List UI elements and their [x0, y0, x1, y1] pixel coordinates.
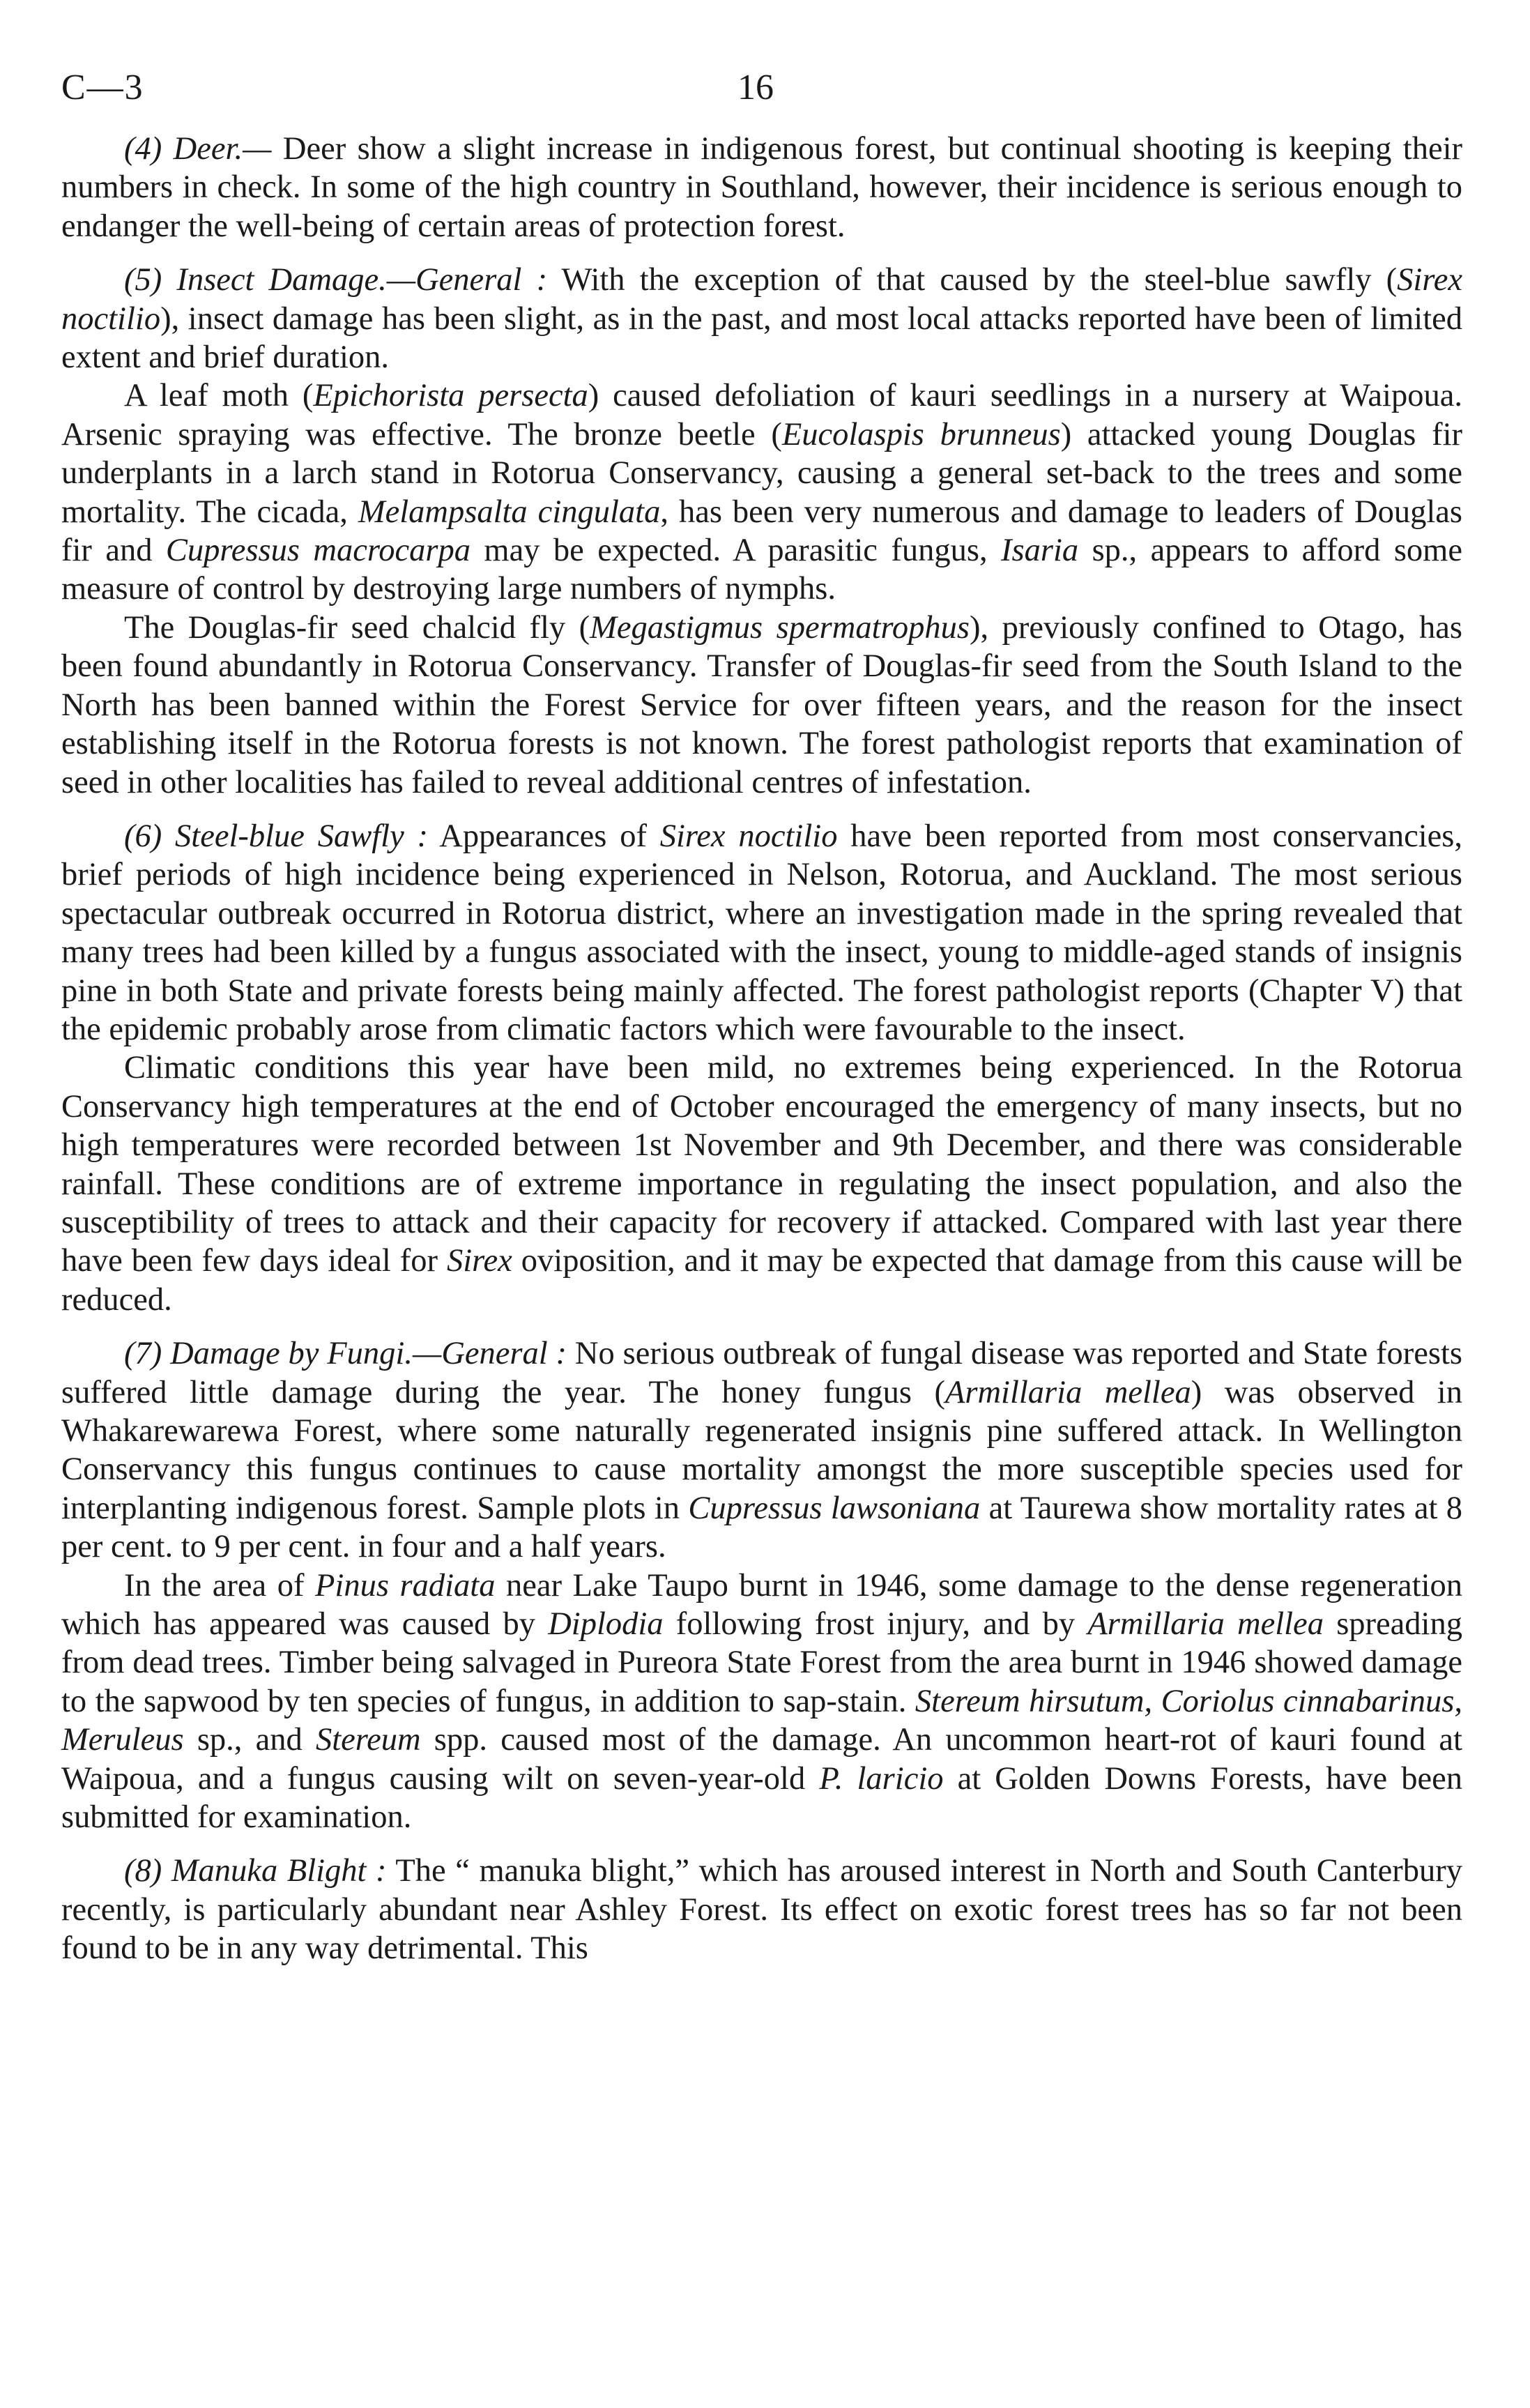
section-heading: (5) Insect Damage.—General :	[124, 262, 548, 298]
section-heading: (4) Deer.—	[124, 131, 272, 167]
species-name: Melampsalta cingulata	[358, 494, 661, 530]
paragraph-leaf-moth: A leaf moth (Epichorista persecta) caused defoliation of kauri seedlings in a nursery at Waipoua. Arsenic spraying was effective. The bronze beetle (Eucolaspis brunneus) attacked young Douglas fir underplants in a larch stand in Rotorua Conservancy, causing a general set-back to the trees and some mortality. The cicada, Melampsalta cingulata, has been very numerous and damage to leaders of Douglas fir and Cupressus macrocarpa may be expected. A parasitic fungus, Isaria sp., appears to afford some measure of control by destroying large numbers of nymphs.	[61, 378, 1462, 607]
section-heading: (6) Steel-blue Sawfly :	[124, 818, 429, 854]
page-header	[61, 67, 1462, 130]
paragraph-pinus-radiata: In the area of Pinus radiata near Lake Taupo burnt in 1946, some damage to the dense regeneration which has appeared was caused by Diplodia following frost injury, and by Armillaria mellea spreading from dead trees. Timber being salvaged in Pureora State Forest from the area burnt in 1946 showed damage to the sapwood by ten species of fungus, in addition to sap-stain. Stereum hirsutum, Coriolus cinnabarinus, Meruleus sp., and Stereum spp. caused most of the damage. An uncommon heart-rot of kauri found at Waipoua, and a fungus causing wilt on seven-year-old P. laricio at Golden Downs Forests, have been submitted for examination.	[61, 1567, 1462, 1836]
document-reference: C—3	[61, 68, 144, 107]
species-name: Sirex noctilio	[659, 818, 838, 854]
species-name: Stereum hirsutum, Coriolus cinnabarinus, Meruleus	[61, 1683, 1462, 1758]
species-name: Armillaria mellea	[1087, 1606, 1324, 1643]
species-name: Armillaria mellea	[944, 1374, 1191, 1410]
document-page	[61, 67, 1462, 1968]
species-name: Sirex	[446, 1243, 512, 1279]
species-name: Epichorista persecta	[313, 378, 588, 414]
species-name: Megastigmus spermatrophus	[590, 609, 970, 646]
section-damage-by-fungi: (7) Damage by Fungi.—General : No serious outbreak of fungal disease was reported and State forests suffered little damage during the year. The honey fungus (Armillaria mellea) was observed in Whakarewarewa Forest, where some naturally regenerated insignis pine suffered attack. In Wellington Conservancy this fungus continues to cause mortality amongst the more susceptible species used for interplanting indigenous forest. Sample plots in Cupressus lawsoniana at Taurewa show mortality rates at 8 per cent. to 9 per cent. in four and a half years.	[61, 1336, 1463, 1565]
document-body	[61, 130, 1462, 1968]
section-deer: (4) Deer.— Deer show a slight increase in indigenous forest, but continual shooting is keeping their numbers in check. In some of the high country in Southland, however, their incidence is serious enough to endanger the well-being of certain areas of protection forest.	[61, 131, 1463, 244]
paragraph-climatic-conditions: Climatic conditions this year have been mild, no extremes being experienced. In the Rotorua Conservancy high temperatures at the end of October encouraged the emergency of many insects, but no high temperatures were recorded between 1st November and 9th December, and there was considerable rainfall. These conditions are of extreme importance in regulating the insect population, and also the susceptibility of trees to attack and their capacity for recovery if attacked. Compared with last year there have been few days ideal for Sirex oviposition, and it may be expected that damage from this cause will be reduced.	[61, 1050, 1462, 1318]
section-heading: (8) Manuka Blight :	[124, 1853, 387, 1889]
section-insect-damage: (5) Insect Damage.—General : With the exception of that caused by the steel-blue sawfly (Sirex noctilio), insect damage has been slight, as in the past, and most local attacks reported have been of limited extent and brief duration.	[61, 262, 1462, 376]
page-number: 16	[737, 68, 774, 107]
species-name: P. laricio	[819, 1760, 944, 1797]
species-name: Sirex noctilio	[61, 262, 1462, 337]
paragraph-seed-chalcid: The Douglas-fir seed chalcid fly (Megastigmus spermatrophus), previously confined to Otago, has been found abundantly in Rotorua Conservancy. Transfer of Douglas-fir seed from the South Island to the North has been banned within the Forest Service for over fifteen years, and the reason for the insect establishing itself in the Rotorua forests is not known. The forest pathologist reports that examination of seed in other localities has failed to reveal additional centres of infestation.	[61, 609, 1462, 800]
species-name: Isaria	[1001, 533, 1079, 569]
species-name: Eucolaspis brunneus	[781, 416, 1061, 452]
species-name: Diplodia	[548, 1606, 664, 1643]
section-manuka-blight: (8) Manuka Blight : The “ manuka blight,” which has aroused interest in North and South Canterbury recently, is particularly abundant near Ashley Forest. Its effect on exotic forest trees has so far not been found to be in any way detrimental. This	[61, 1853, 1462, 1967]
species-name: Pinus radiata	[315, 1567, 496, 1603]
species-name: Cupressus macrocarpa	[165, 533, 471, 569]
species-name: Stereum	[315, 1722, 421, 1758]
species-name: Cupressus lawsoniana	[688, 1490, 981, 1526]
section-steel-blue-sawfly: (6) Steel-blue Sawfly : Appearances of Sirex noctilio have been reported from most conservancies, brief periods of high incidence being experienced in Nelson, Rotorua, and Auckland. The most serious spectacular outbreak occurred in Rotorua district, where an investigation made in the spring revealed that many trees had been killed by a fungus associated with the insect, young to middle-aged stands of insignis pine in both State and private forests being mainly affected. The forest pathologist reports (Chapter V) that the epidemic probably arose from climatic factors which were favourable to the insect.	[61, 818, 1463, 1047]
section-heading: (7) Damage by Fungi.—General :	[124, 1336, 567, 1372]
